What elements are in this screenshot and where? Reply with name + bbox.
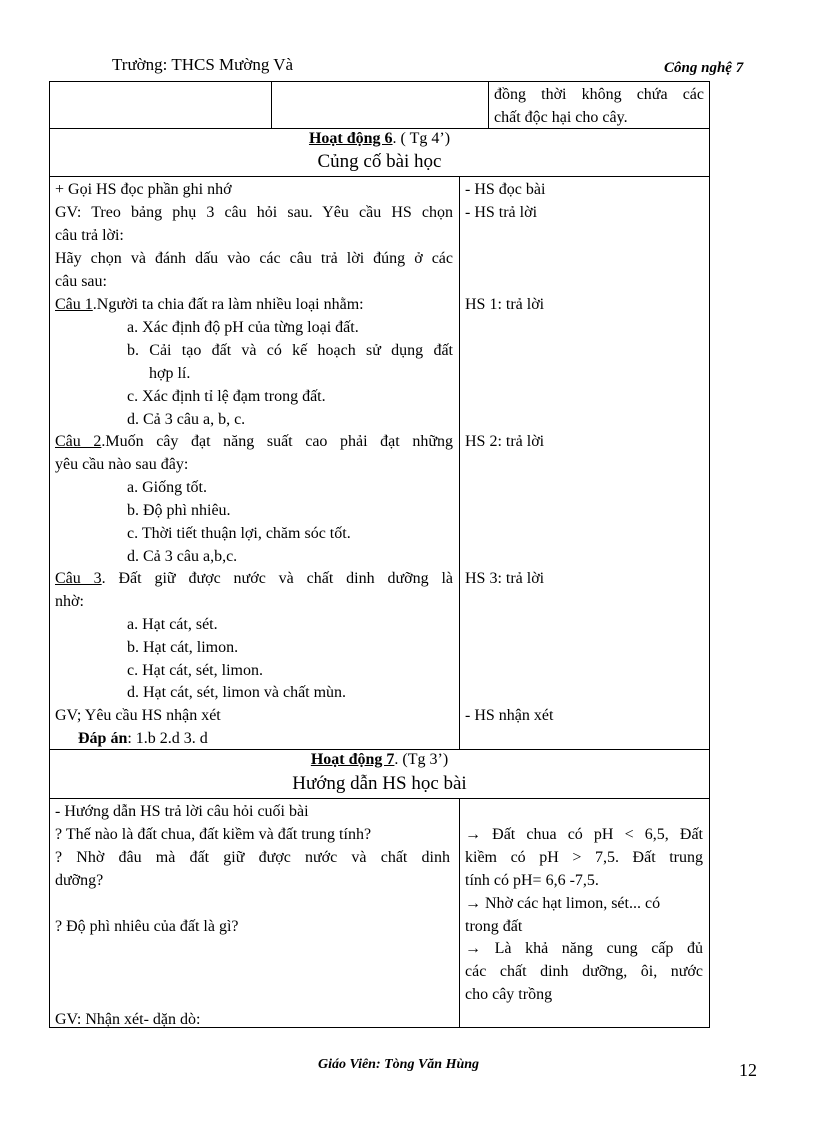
student-line: HS 1: trả lời [465,296,545,313]
question-2-text: .Muốn cây đạt năng suất cao phải đạt những [101,433,453,450]
option: a. Xác định độ pH của từng loại đất. [127,319,359,336]
column-divider [488,81,489,128]
answer-label: Đáp án [78,730,128,747]
student-answer: tính có pH= 6,6 -7,5. [465,872,599,889]
option: hợp lí. [149,365,191,382]
student-answer: kiềm có pH > 7,5. Đất trung [465,849,703,866]
teacher-line: dưỡng? [55,872,104,889]
teacher-line: ? Thế nào là đất chua, đất kiềm và đất trung tính? [55,826,372,843]
student-answer: → Đất chua có pH < 6,5, Đất [465,826,704,843]
student-line: HS 3: trả lời [465,570,545,587]
option: c. Hạt cát, sét, limon. [127,662,263,679]
teacher-line: Hãy chọn và đánh dấu vào các câu trả lời đúng ở các [55,250,453,267]
option: c. Xác định tỉ lệ đạm trong đất. [127,388,326,405]
student-line: - HS nhận xét [465,707,554,724]
question-1-label: Câu 1 [55,296,93,313]
teacher-line: câu sau: [55,273,107,290]
option: a. Giống tốt. [127,479,207,496]
student-answer: trong đất [465,918,523,935]
activity7-subtitle: Hướng dẫn HS học bài [292,773,467,794]
question-3 [55,567,453,590]
student-line: HS 2: trả lời [465,433,545,450]
question-2 [55,430,453,453]
column-divider [459,176,460,749]
option: b. Hạt cát, limon. [127,639,239,656]
row-divider [49,798,710,799]
question-3-text: . Đất giữ được nước và chất dinh dưỡng là [101,570,453,587]
question-3-label: Câu 3 [55,570,102,587]
activity7-title [49,751,710,769]
option: a. Hạt cát, sét. [127,616,218,633]
activity6-title [49,130,710,148]
option: d. Hạt cát, sét, limon và chất mùn. [127,684,347,701]
teacher-line: ? Nhờ đâu mà đất giữ được nước và chất dinh [55,849,450,866]
student-line: - HS trả lời [465,204,538,221]
answer-key [78,727,208,750]
column-divider [271,81,272,128]
teacher-line: GV; Yêu cầu HS nhận xét [55,707,221,724]
option: c. Thời tiết thuận lợi, chăm sóc tốt. [127,525,351,542]
teacher-line: câu trả lời: [55,227,124,244]
row-divider [49,176,710,177]
page-number: 12 [739,1060,757,1080]
student-answer: → Nhờ các hạt limon, sét... có [465,895,661,912]
school-name: Trường: THCS Mường Và [112,55,294,74]
teacher-line: GV: Nhận xét- dặn dò: [55,1011,201,1028]
option: b. Cải tạo đất và có kế hoạch sử dụng đất [127,342,453,359]
arrow-icon: → [465,940,481,957]
student-answer: → Là khả năng cung cấp đủ [465,940,703,957]
student-answer: cho cây trồng [465,986,553,1003]
option: d. Cả 3 câu a,b,c. [127,548,238,565]
question-1-text: .Người ta chia đất ra làm nhiều loại nhằm: [92,296,364,313]
activity7-time: . (Tg 3’) [394,751,449,768]
student-answer: các chất dinh dưỡng, ôi, nước [465,963,703,980]
activity6-label: Hoạt động 6 [308,130,393,147]
arrow-icon: → [465,895,481,912]
teacher-line: + Gọi HS đọc phần ghi nhớ [55,181,232,198]
activity7-label: Hoạt động 7 [310,751,395,768]
column-divider [459,798,460,1028]
option: b. Độ phì nhiêu. [127,502,231,519]
subject-name: Công nghệ 7 [664,60,744,76]
continuation-text: chất độc hại cho cây. [494,109,628,126]
student-line: - HS đọc bài [465,181,546,198]
teacher-line: ? Độ phì nhiêu của đất là gì? [55,918,239,935]
teacher-signature: Giáo Viên: Tòng Văn Hùng [318,1057,480,1072]
option: d. Cả 3 câu a, b, c. [127,411,246,428]
question-2-label: Câu 2 [55,433,102,450]
continuation-text: đồng thời không chứa các [494,86,704,103]
teacher-line: - Hướng dẫn HS trả lời câu hỏi cuối bài [55,803,309,820]
answer-text: : 1.b 2.d 3. d [127,730,208,747]
activity6-subtitle: Củng cố bài học [317,151,442,172]
question-1 [55,293,364,316]
arrow-icon: → [465,826,481,843]
question-2-cont: yêu cầu nào sau đây: [55,456,189,473]
teacher-line: GV: Treo bảng phụ 3 câu hỏi sau. Yêu cầu HS chọn [55,204,453,221]
activity6-time: . ( Tg 4’) [392,130,451,147]
question-3-cont: nhờ: [55,593,84,610]
